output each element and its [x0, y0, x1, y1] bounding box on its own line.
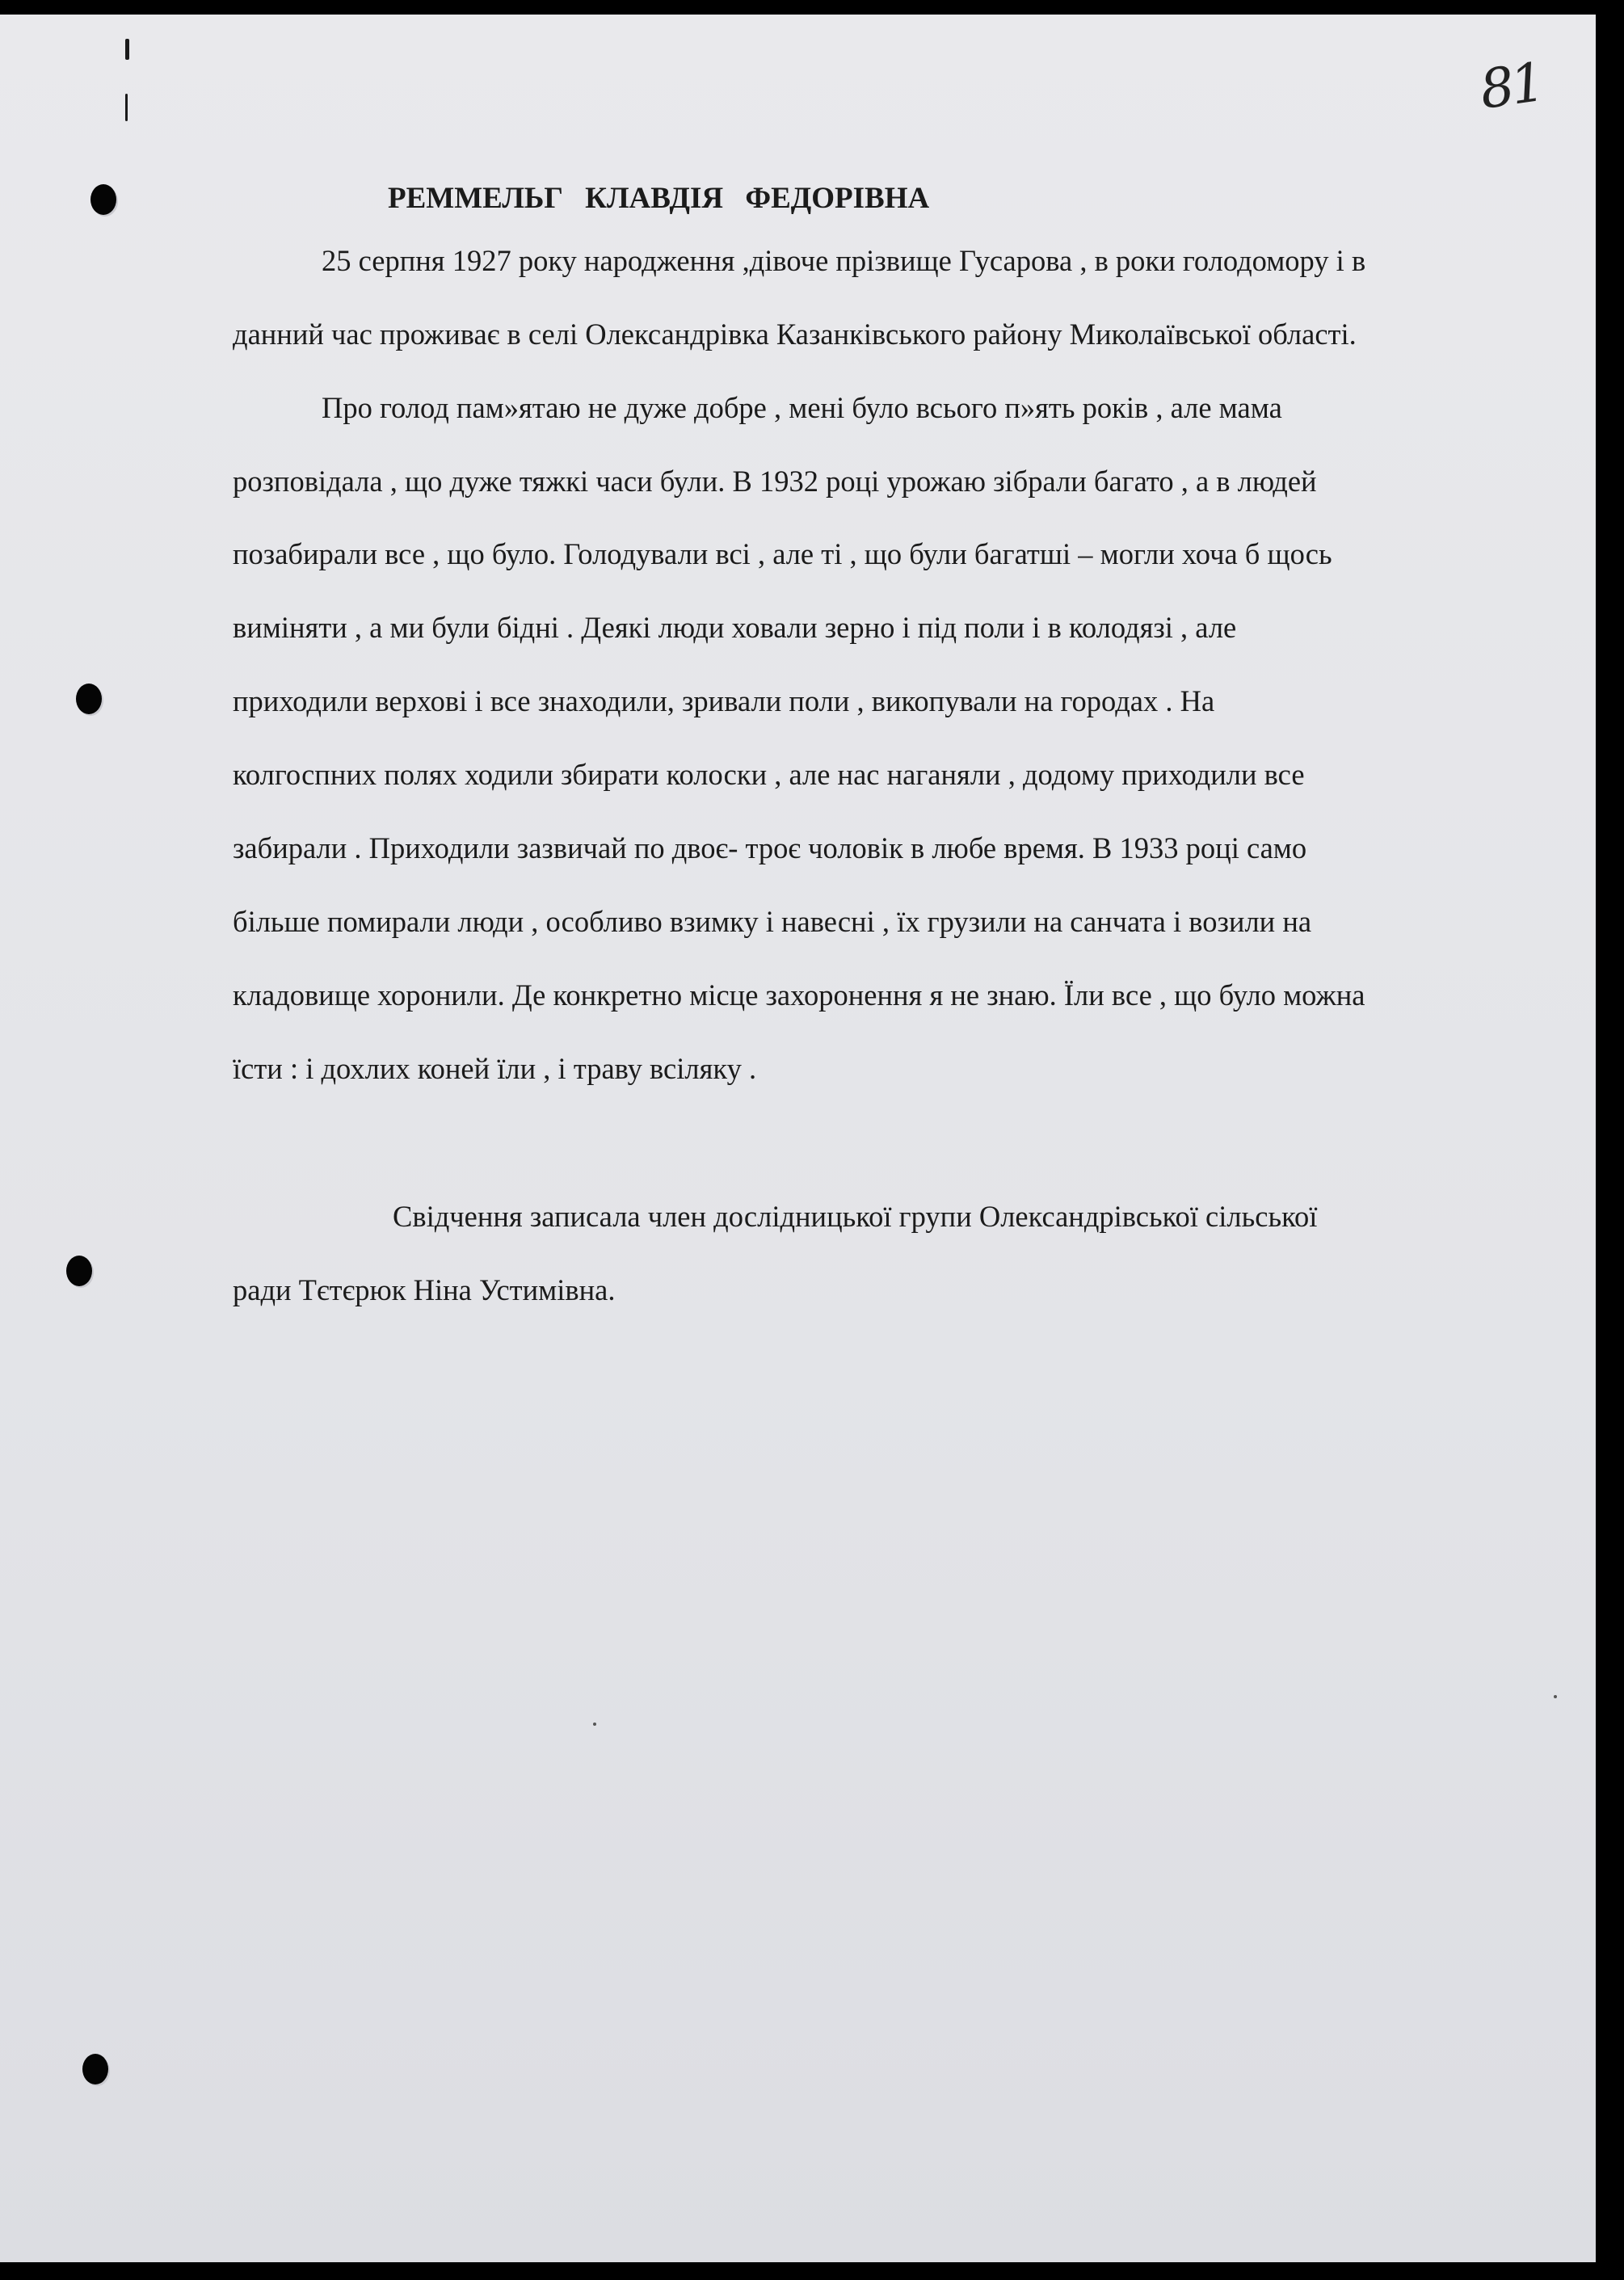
punch-hole — [66, 1256, 92, 1286]
paragraph-2-line: забирали . Приходили зазвичай по двоє- троє чоловік в любе время. В 1933 році само — [233, 831, 1307, 864]
document-page — [0, 15, 1596, 2262]
paragraph-2-line: позабирали все , що було. Голодували всі , але ті , що були багатші – могли хоча б щось — [233, 537, 1332, 570]
paragraph-3-line: ради Тєтєрюк Ніна Устимівна. — [233, 1273, 616, 1306]
document-title: РЕММЕЛЬГ КЛАВДІЯ ФЕДОРІВНА — [388, 182, 930, 215]
speck — [1554, 1695, 1557, 1698]
speck — [593, 1723, 596, 1726]
paragraph-2-line: розповідала , що дуже тяжкі часи були. В 1932 році урожаю зібрали багато , а в людей — [233, 465, 1317, 498]
scratch-mark — [125, 94, 128, 121]
paragraph-1-line: данний час проживає в селі Олександрівка Казанківського району Миколаївської області. — [233, 318, 1357, 351]
paragraph-2-line: кладовище хоронили. Де конкретно місце захоронення я не знаю. Їли все , що було можна — [233, 978, 1365, 1012]
handwritten-page-number: 81 — [1476, 51, 1546, 121]
paragraph-2-line: Про голод пам»ятаю не дуже добре , мені було всього п»ять років , але мама — [322, 391, 1282, 424]
punch-hole — [90, 184, 116, 215]
paragraph-2-line: більше помирали люди , особливо взимку і навесні , їх грузили на санчата і возили на — [233, 905, 1312, 938]
paragraph-3-line: Свідчення записала член дослідницької групи Олександрівської сільської — [393, 1200, 1318, 1233]
punch-hole — [76, 684, 102, 714]
paragraph-2-line: виміняти , а ми були бідні . Деякі люди ховали зерно і під поли і в колодязі , але — [233, 611, 1237, 644]
scan-border — [1596, 0, 1624, 2280]
paragraph-2-line: приходили верхові і все знаходили, зривали поли , викопували на городах . На — [233, 684, 1215, 717]
paragraph-2-line: колгоспних полях ходили збирати колоски , але нас наганяли , додому приходили все — [233, 758, 1305, 791]
paragraph-2-line: їсти : і дохлих коней їли , і траву всіляку . — [233, 1052, 757, 1085]
punch-hole — [82, 2054, 108, 2084]
paragraph-1-line: 25 серпня 1927 року народження ,дівоче прізвище Гусарова , в роки голодомору і в — [322, 244, 1366, 277]
scratch-mark — [125, 39, 129, 60]
